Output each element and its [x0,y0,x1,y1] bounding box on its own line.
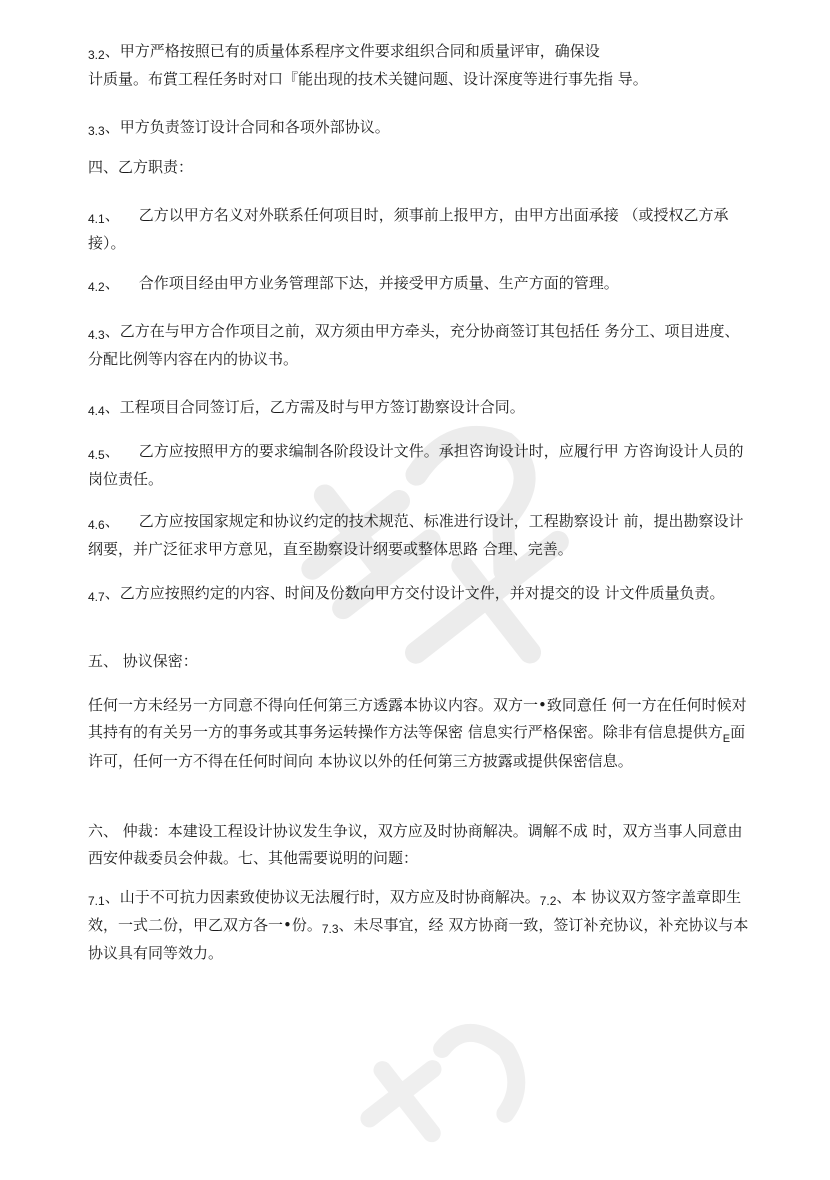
clause-text: 山于不可抗力因素致使协议无法履行时，双方应及时协商解决。 [119,888,540,906]
paragraph-text: 任何一方未经另一方同意不得向任何第三方透露本协议内容。双方一•致同意任 何一方在任何时候对其持有的有关另一方的事务或其事务运转操作方法等保密 信息实行严格保密。除非有信息提供方 [88,696,747,741]
clause-text-cont: 计质量。布賞工程任务时对口『能出现的技术关键问题、设计深度等进行事先指 导。 [88,70,648,88]
clause-3-2 [88,38,750,93]
clause-number: 4.2 [88,280,105,294]
clause-sep: 、 [104,442,120,460]
clause-text: 甲方严格按照已有的质量体系程序文件要求组织合同和质量评审，确保设 [119,42,600,60]
section-heading-text: 四、乙方职责： [88,158,194,176]
clause-4-1 [88,202,750,257]
clause-4-2 [88,270,750,298]
clause-sep: 、 [104,398,120,416]
clause-number: 4.1 [88,212,105,226]
clause-4-5 [88,438,750,493]
clause-sep: 、 [104,42,120,60]
clause-4-6 [88,508,750,563]
clause-number-7-3: 7.3 [321,922,339,936]
clause-number: 4.6 [88,518,105,532]
clause-sep: 、 [104,512,120,530]
clause-text: 合作项目经由甲方业务管理部下达，并接受甲方质量、生产方面的管理。 [138,274,619,292]
clause-text: 乙方应按国家规定和协议约定的技术规范、标准进行设计，工程勘察设计 前，提出勘察设计纲要，并广泛征求甲方意见，直至勘察设计纲要或整体思路 合理、完善。 [88,512,744,558]
clause-number: 3.2 [88,48,105,62]
clause-text: 乙方应按照甲方的要求编制各阶段设计文件。承担咨询设计时，应履行甲 方咨询设计人员的岗位责任。 [88,442,744,488]
arbitration-paragraph [88,818,750,872]
section-heading-4 [88,154,750,181]
section-heading-5 [88,648,750,675]
section-heading-text: 五、 协议保密： [88,652,198,670]
clause-text-7-2: 、本 协议双方签字盖章即生效，一式二份，甲乙双方各一•份。 [88,888,742,934]
clause-number: 3.3 [88,124,105,138]
clause-sep: 、 [104,118,120,136]
watermark-graphic-bottom [340,1010,540,1180]
clause-number: 7.1 [88,894,105,908]
clause-7 [88,884,750,967]
clause-sep: 、 [104,584,120,602]
subscript-mark: E [722,733,731,745]
clause-3-3 [88,114,750,142]
paragraph-text-cont: 面许可，任何一方不得在任何时间向 本协议以外的任何第三方披露或提供保密信息。 [88,723,746,770]
clause-number: 4.7 [88,590,105,604]
clause-number-7-2: 7.2 [539,894,557,908]
clause-text: 甲方负责签订设计合同和各项外部协议。 [119,118,390,136]
clause-sep: 、 [104,274,120,292]
clause-sep: 、 [104,322,120,340]
clause-text-7-3: 、未尽事宜，经 双方协商一致，签订补充协议，补充协议与本协议具有同等效力。 [88,916,749,962]
clause-sep: 、 [104,206,120,224]
clause-sep: 、 [104,888,120,906]
clause-text: 乙方应按照约定的内容、时间及份数向甲方交付设计文件，并对提交的设 计文件质量负责。 [119,584,725,602]
clause-4-4 [88,394,750,422]
confidentiality-paragraph [88,692,750,775]
clause-4-3 [88,318,750,373]
clause-text: 乙方在与甲方合作项目之前，双方须由甲方牵头，充分协商签订其包括任 务分工、项目进度、分配比例等内容在内的协议书。 [88,322,740,368]
clause-4-7 [88,580,750,608]
clause-text: 乙方以甲方名义对外联系任何项目时，须事前上报甲方，由甲方出面承接 （或授权乙方承接）。 [88,206,729,252]
paragraph-text: 六、 仲裁：本建设工程设计协议发生争议，双方应及时协商解决。调解不成 时，双方当事人同意由西安仲裁委员会仲裁。七、其他需要说明的问题： [88,822,743,867]
clause-text: 工程项目合同签订后，乙方需及时与甲方签订勘察设计合同。 [119,398,525,416]
clause-number: 4.4 [88,404,105,418]
clause-number: 4.5 [88,448,105,462]
clause-number: 4.3 [88,328,105,342]
